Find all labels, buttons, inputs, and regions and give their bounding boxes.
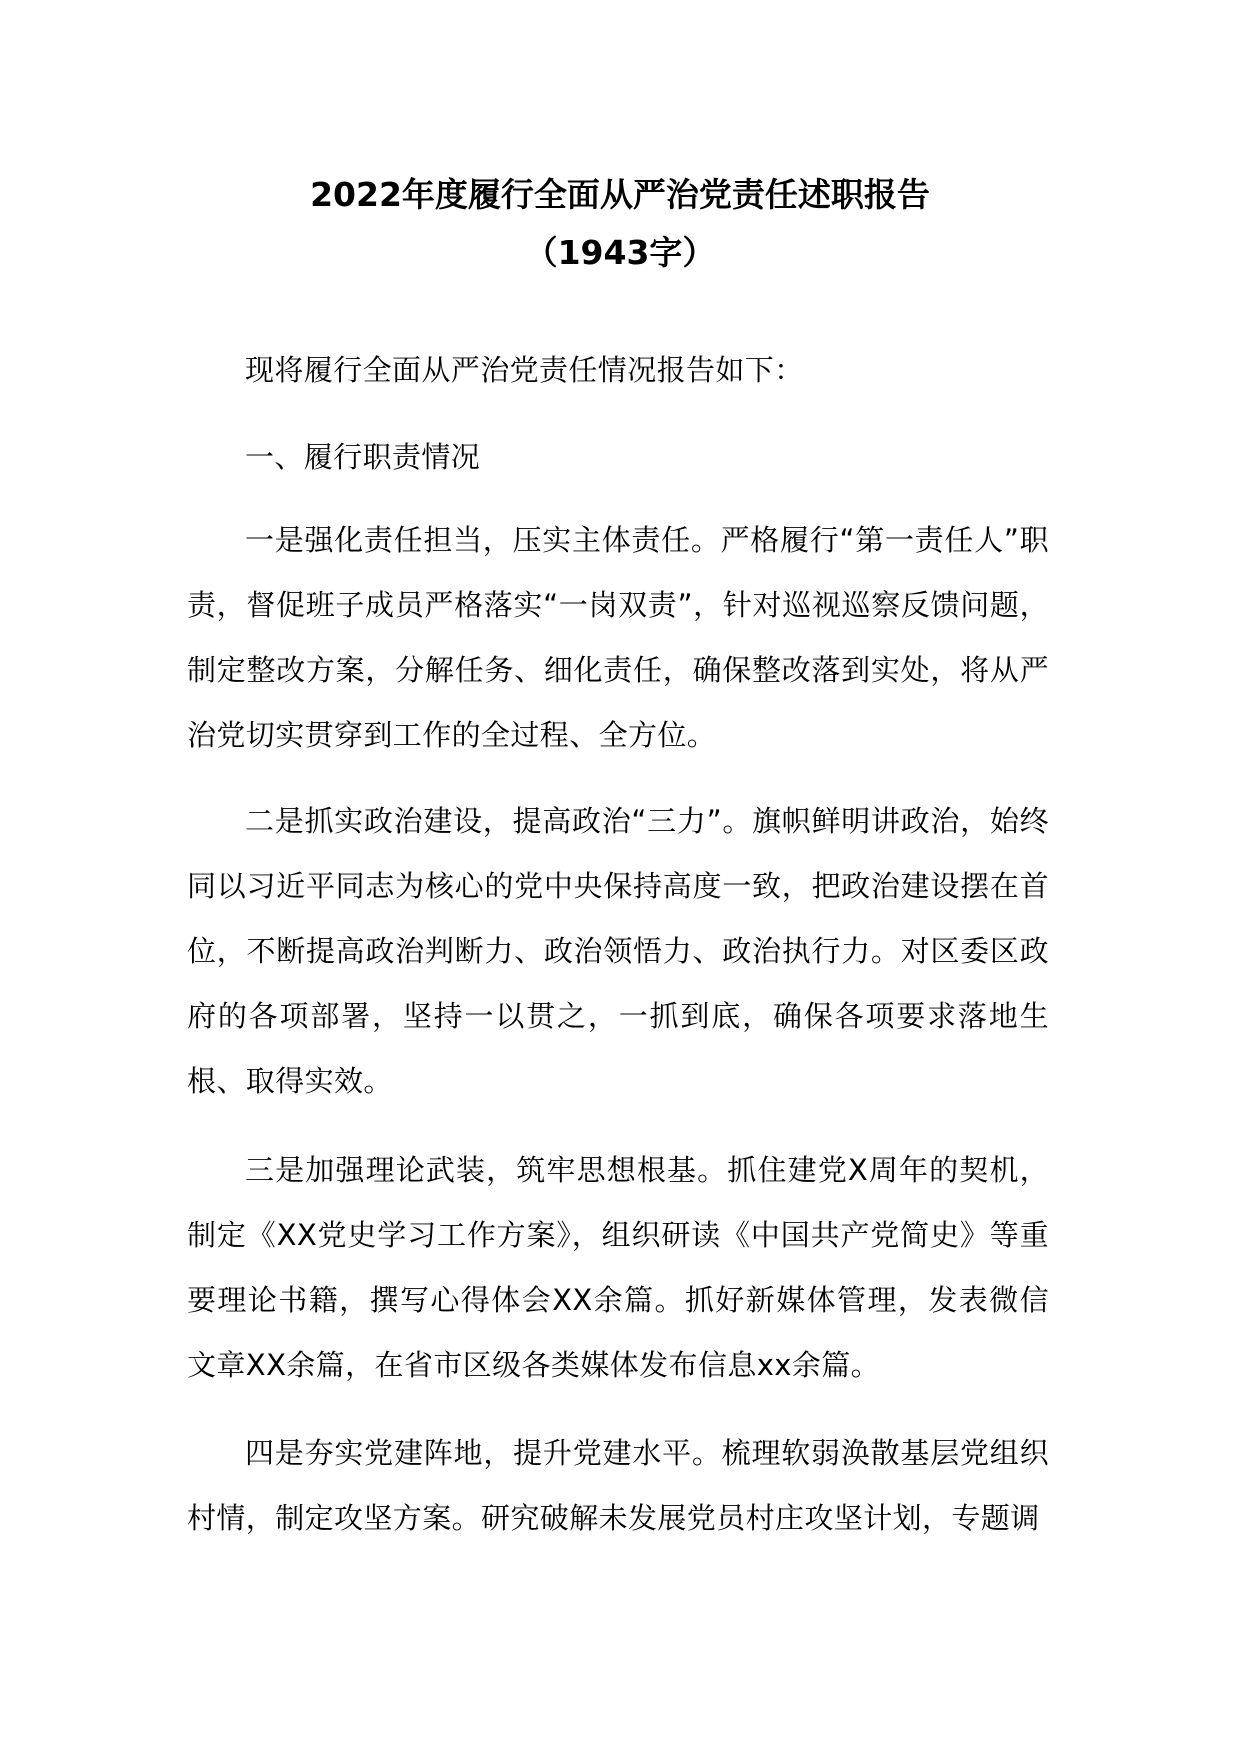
paragraph-1: 一是强化责任担当，压实主体责任。严格履行“第一责任人”职责，督促班子成员严格落实“一岗双责”，针对巡视巡察反馈问题，制定整改方案，分解任务、细化责任，确保整改落到实处，将从严治党切实贯穿到工作的全过程、全方位。 xyxy=(187,523,1049,752)
document-title: 2022年度履行全面从严治党责任述职报告 xyxy=(310,175,930,214)
document-subtitle: （1943字） xyxy=(524,233,716,272)
paragraph-4: 四是夯实党建阵地，提升党建水平。梳理软弱涣散基层党组织村情，制定攻坚方案。研究破解未发展党员村庄攻坚计划，专题调 xyxy=(187,1436,1049,1535)
paragraph-3: 三是加强理论武装，筑牢思想根基。抓住建党X周年的契机，制定《XX党史学习工作方案》，组织研读《中国共产党简史》等重要理论书籍，撰写心得体会XX余篇。抓好新媒体管理，发表微信文章XX余篇，在省市区级各类媒体发布信息xx余篇。 xyxy=(187,1153,1049,1382)
paragraph-2: 二是抓实政治建设，提高政治“三力”。旗帜鲜明讲政治，始终同以习近平同志为核心的党中央保持高度一致，把政治建设摆在首位，不断提高政治判断力、政治领悟力、政治执行力。对区委区政府的各项部署，坚持一以贯之，一抓到底，确保各项要求落地生根、取得实效。 xyxy=(187,804,1049,1098)
section-heading: 一、履行职责情况 xyxy=(245,440,481,474)
intro-paragraph: 现将履行全面从严治党责任情况报告如下： xyxy=(245,353,804,387)
